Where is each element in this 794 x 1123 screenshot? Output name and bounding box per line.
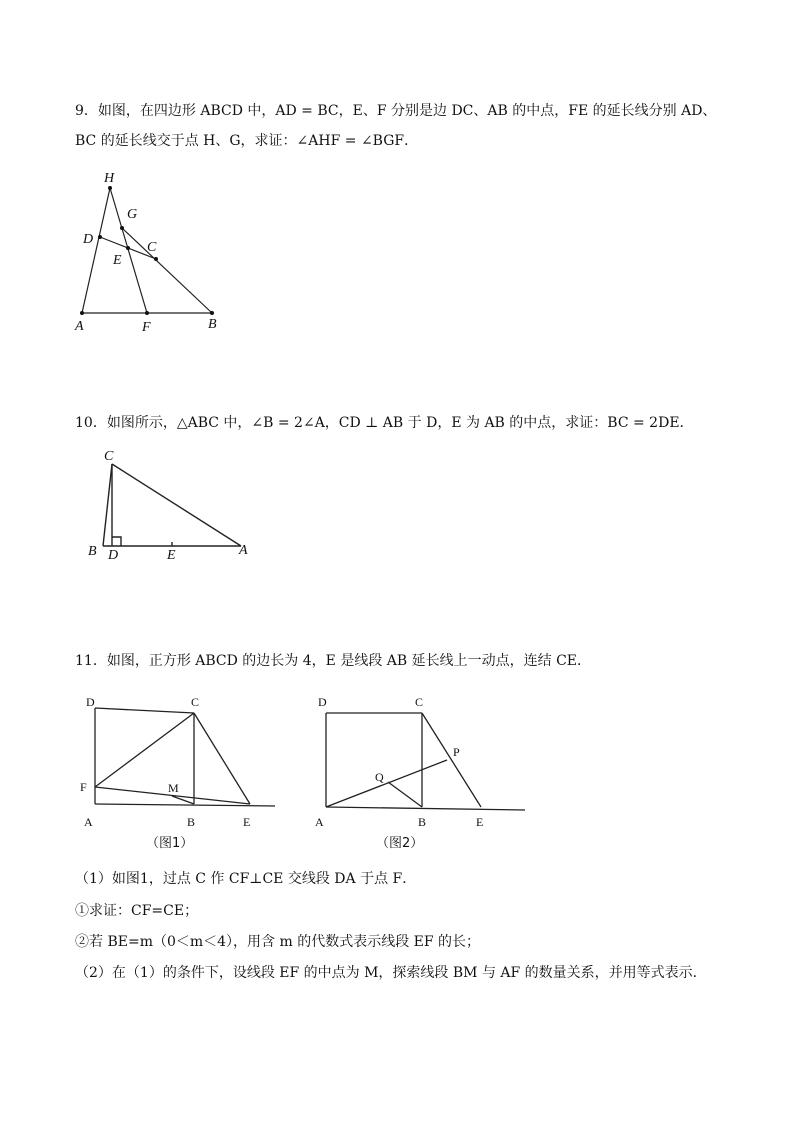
q11-part1a: ①求证：CF=CE； [75, 903, 199, 919]
fig1-label-M: M [168, 781, 179, 795]
fig2-label-E: E [476, 815, 484, 829]
q11-text-line1: 11．如图，正方形 ABCD 的边长为 4，E 是线段 AB 延长线上一动点，连结 CE． [75, 653, 592, 669]
q9-label-F: F [142, 320, 151, 335]
q11-part2: （2）在（1）的条件下，设线段 EF 的中点为 M，探索线段 BM 与 AF 的数量关系，并用等式表示． [75, 965, 707, 981]
q9-label-A: A [75, 319, 84, 334]
q10-label-B: B [88, 544, 97, 559]
fig1-label-E: E [243, 815, 251, 829]
fig2-caption: （图2） [376, 836, 424, 851]
fig2-label-B: B [418, 815, 427, 829]
q9-label-B: B [208, 317, 217, 332]
q9-label-E: E [113, 253, 122, 268]
fig2-line-QB [388, 782, 422, 807]
q9-label-C: C [147, 240, 157, 255]
q11-part1b: ②若 BE=m（0＜m＜4），用含 m 的代数式表示线段 EF 的长； [75, 934, 481, 950]
fig2-label-P: P [453, 745, 460, 759]
fig2-line-CE [422, 713, 481, 807]
fig2-line-AP [326, 760, 447, 807]
q10-label-D: D [108, 548, 119, 563]
q9-label-H: H [104, 171, 115, 186]
fig1-caption: （图1） [146, 836, 194, 851]
fig1-label-C: C [191, 695, 200, 709]
q10-label-C: C [104, 449, 114, 464]
fig2-label-C: C [415, 695, 424, 709]
fig2-label-Q: Q [375, 770, 384, 784]
fig1-label-F: F [80, 780, 87, 794]
fig1-label-D: D [86, 695, 95, 709]
q9-text-line2: BC 的延长线交于点 H、G，求证：∠AHF = ∠BGF． [75, 133, 419, 149]
q10-text-line1: 10．如图所示，△ABC 中，∠B = 2∠A，CD ⊥ AB 于 D，E 为 AB 的中点，求证：BC = 2DE． [75, 415, 694, 431]
q9-label-G: G [127, 207, 138, 222]
fig1-label-A: A [84, 815, 93, 829]
q11-part1: （1）如图1，过点 C 作 CF⊥CE 交线段 DA 于点 F． [75, 871, 417, 887]
fig2-label-A: A [315, 815, 324, 829]
fig2-line-AE [326, 807, 525, 810]
fig2-label-D: D [318, 695, 327, 709]
fig1-label-B: B [187, 815, 196, 829]
q10-label-A: A [239, 543, 248, 558]
q10-label-E: E [167, 548, 176, 563]
q9-text-line1: 9．如图，在四边形 ABCD 中，AD = BC，E、F 分别是边 DC、AB 的中点，FE 的延长线分别 AD、 [75, 103, 717, 119]
q9-label-D: D [83, 232, 94, 247]
